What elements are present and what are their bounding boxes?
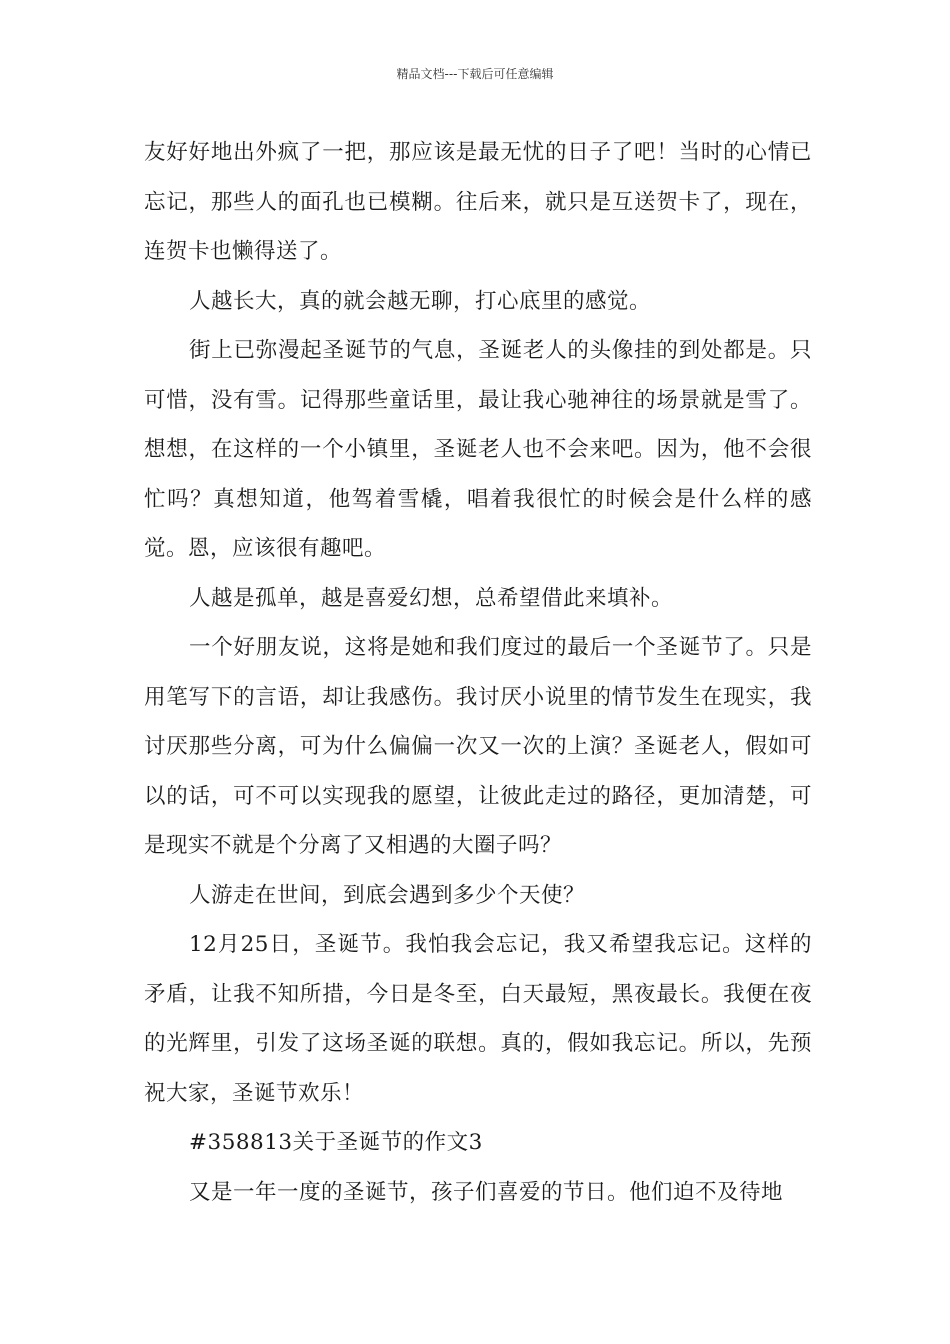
paragraph: 人越是孤单，越是喜爱幻想，总希望借此来填补。 <box>189 585 674 611</box>
paragraph: 又是一年一度的圣诞节，孩子们喜爱的节日。他们迫不及待地 <box>189 1179 784 1205</box>
paragraph: 友好好地出外疯了一把，那应该是最无忧的日子了吧！当时的心情已忘记，那些人的面孔也已模糊。往后来，就只是互送贺卡了，现在，连贺卡也懒得送了。 <box>144 140 812 264</box>
paragraph: 12月25日，圣诞节。我怕我会忘记，我又希望我忘记。这样的矛盾，让我不知所措，今日是冬至，白天最短，黑夜最长。我便在夜的光辉里，引发了这场圣诞的联想。真的，假如我忘记。所以，先预祝大家，圣诞节欢乐！ <box>144 932 812 1106</box>
paragraph: 一个好朋友说，这将是她和我们度过的最后一个圣诞节了。只是用笔写下的言语，却让我感伤。我讨厌小说里的情节发生在现实，我讨厌那些分离，可为什么偏偏一次又一次的上演？圣诞老人，假如可以的话，可不可以实现我的愿望，让彼此走过的路径，更加清楚，可是现实不就是个分离了又相遇的大圈子吗？ <box>144 635 812 858</box>
article-body <box>144 128 812 1217</box>
paragraph: 街上已弥漫起圣诞节的气息，圣诞老人的头像挂的到处都是。只可惜，没有雪。记得那些童话里，最让我心驰神往的场景就是雪了。想想，在这样的一个小镇里，圣诞老人也不会来吧。因为，他不会很忙吗？真想知道，他驾着雪橇，唱着我很忙的时候会是什么样的感觉。恩，应该很有趣吧。 <box>144 338 812 561</box>
section-heading: #358813关于圣诞节的作文3 <box>189 1130 483 1155</box>
paragraph: 人越长大，真的就会越无聊，打心底里的感觉。 <box>189 288 652 314</box>
page-header: 精品文档---下载后可任意编辑 <box>396 67 554 81</box>
paragraph: 人游走在世间，到底会遇到多少个天使？ <box>189 882 586 908</box>
